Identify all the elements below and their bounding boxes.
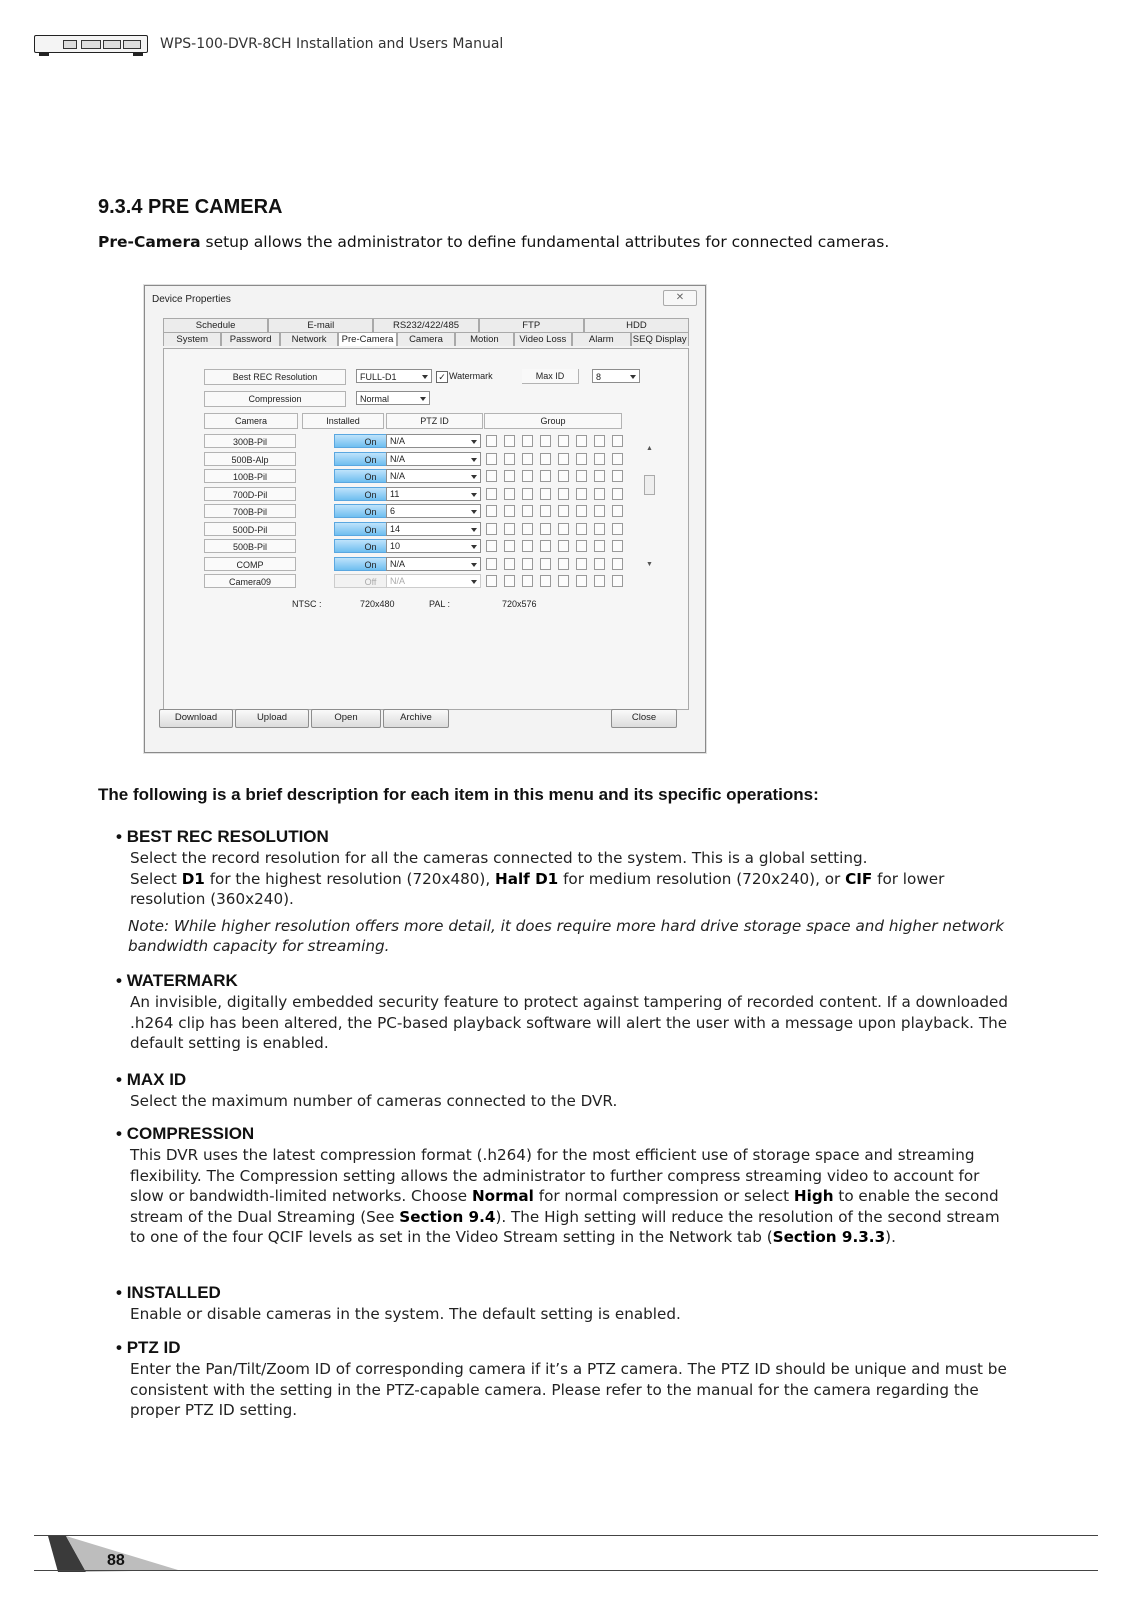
group-checkbox[interactable] [594, 435, 605, 447]
group-checkbox[interactable] [486, 575, 497, 587]
download-button[interactable]: Download [159, 709, 233, 728]
best-rec-label: Best REC Resolution [204, 369, 346, 385]
group-checkboxes [486, 540, 623, 552]
installed-toggle[interactable]: Off [334, 574, 407, 588]
pre-camera-panel [163, 348, 689, 710]
group-checkbox[interactable] [486, 558, 497, 570]
group-checkbox[interactable] [612, 453, 623, 465]
group-checkbox[interactable] [594, 575, 605, 587]
tab-e-mail[interactable]: E-mail [268, 318, 373, 332]
group-checkbox[interactable] [612, 488, 623, 500]
installed-toggle[interactable]: On [334, 557, 407, 571]
group-checkboxes [486, 505, 623, 517]
group-checkbox[interactable] [594, 558, 605, 570]
group-checkbox[interactable] [486, 488, 497, 500]
ptz-id-select[interactable]: N/A [386, 452, 481, 466]
group-checkbox[interactable] [594, 488, 605, 500]
group-checkbox[interactable] [522, 470, 533, 482]
group-checkbox[interactable] [504, 558, 515, 570]
group-checkbox[interactable] [540, 575, 551, 587]
upload-button[interactable]: Upload [235, 709, 309, 728]
compression-label: Compression [204, 391, 346, 407]
group-checkbox[interactable] [576, 470, 587, 482]
tab-motion[interactable]: Motion [455, 332, 513, 346]
installed-toggle[interactable]: On [334, 434, 407, 448]
tab-seq-display[interactable]: SEQ Display [631, 332, 689, 346]
group-checkbox[interactable] [558, 558, 569, 570]
device-properties-dialog [144, 285, 706, 753]
group-checkbox[interactable] [612, 575, 623, 587]
group-checkbox[interactable] [594, 523, 605, 535]
group-checkbox[interactable] [558, 523, 569, 535]
open-button[interactable]: Open [311, 709, 381, 728]
best-rec-select[interactable]: FULL-D1 [356, 369, 432, 383]
camera-name: 700D-Pil [204, 487, 296, 501]
group-checkbox[interactable] [504, 540, 515, 552]
item-compression [116, 1123, 1016, 1248]
group-checkbox[interactable] [486, 540, 497, 552]
tab-system[interactable]: System [163, 332, 221, 346]
close-icon[interactable]: ✕ [663, 290, 697, 306]
group-checkbox[interactable] [486, 523, 497, 535]
group-checkbox[interactable] [576, 540, 587, 552]
item-title: • PTZ ID [116, 1337, 1016, 1359]
group-checkbox[interactable] [540, 488, 551, 500]
installed-toggle[interactable]: On [334, 487, 407, 501]
ptz-id-select[interactable]: N/A [386, 469, 481, 483]
group-checkbox[interactable] [540, 435, 551, 447]
item-ptz [116, 1337, 1016, 1421]
item-text: Select the maximum number of cameras connected to the DVR. [130, 1092, 618, 1110]
group-checkbox[interactable] [558, 540, 569, 552]
group-checkbox[interactable] [576, 575, 587, 587]
footer-rule [34, 1535, 1098, 1536]
group-checkbox[interactable] [504, 435, 515, 447]
watermark-label: Watermark [449, 371, 493, 381]
scroll-up-icon[interactable]: ▲ [646, 445, 653, 452]
item-text: This DVR uses the latest compression format (.h264) for the most efficient use of storage space and streaming flexibility. The Compression setting allows the administrator to further compress streaming video to account for slow or bandwidth-limited networks. Choose Normal for normal compression or select High to enable the second stream of the Dual Streaming (See Section 9.4). The High setting will reduce the resolution of the second stream to one of the four QCIF levels as set in the Video Stream setting in the Network tab (Section 9.3.3). [130, 1146, 1000, 1246]
group-checkbox[interactable] [540, 505, 551, 517]
item-text: Enter the Pan/Tilt/Zoom ID of corresponding camera if it’s a PTZ camera. The PTZ ID should be unique and must be consistent with the setting in the PTZ-capable camera. Please refer to the manual for the camera regarding the proper PTZ ID setting. [130, 1360, 1007, 1419]
installed-toggle[interactable]: On [334, 452, 407, 466]
group-checkbox[interactable] [576, 453, 587, 465]
close-button[interactable]: Close [611, 709, 677, 728]
ptz-id-select[interactable]: 10 [386, 539, 481, 553]
group-checkbox[interactable] [594, 505, 605, 517]
group-checkbox[interactable] [576, 435, 587, 447]
group-checkbox[interactable] [612, 505, 623, 517]
item-text: Select the record resolution for all the cameras connected to the system. This is a global setting. Select D1 for the highest resolution (720x480), Half D1 for medium resolution (720x240), or CIF for lower resolution (360x240). [130, 849, 945, 908]
item-installed [116, 1282, 1016, 1325]
group-checkbox[interactable] [612, 470, 623, 482]
group-checkboxes [486, 470, 623, 482]
item-note: Note: While higher resolution offers more detail, it does require more hard drive storage space and higher network bandwidth capacity for streaming. [128, 916, 1005, 955]
dialog-title: Device Properties [152, 294, 231, 305]
group-checkboxes [486, 488, 623, 500]
tab-hdd[interactable]: HDD [584, 318, 689, 332]
group-checkbox[interactable] [576, 523, 587, 535]
group-checkbox[interactable] [540, 523, 551, 535]
ptz-id-select[interactable]: N/A [386, 574, 481, 588]
description-heading: The following is a brief description for each item in this menu and its specific operations: [98, 785, 819, 804]
group-checkbox[interactable] [612, 558, 623, 570]
section-title: 9.3.4 PRE CAMERA [98, 196, 283, 218]
group-checkbox[interactable] [504, 575, 515, 587]
group-checkbox[interactable] [522, 575, 533, 587]
tab-schedule[interactable]: Schedule [163, 318, 268, 332]
camera-name: 500D-Pil [204, 522, 296, 536]
pal-label: PAL : [429, 599, 451, 609]
group-checkboxes [486, 523, 623, 535]
manual-title: WPS-100-DVR-8CH Installation and Users Manual [160, 36, 504, 52]
camera-name: 500B-Alp [204, 452, 296, 466]
group-checkbox[interactable] [558, 435, 569, 447]
group-checkbox[interactable] [504, 523, 515, 535]
group-checkbox[interactable] [522, 505, 533, 517]
group-checkbox[interactable] [504, 488, 515, 500]
group-checkbox[interactable] [576, 488, 587, 500]
camera-name: 500B-Pil [204, 539, 296, 553]
group-checkbox[interactable] [504, 470, 515, 482]
item-text: Enable or disable cameras in the system. The default setting is enabled. [130, 1305, 681, 1323]
group-checkbox[interactable] [594, 453, 605, 465]
group-checkbox[interactable] [612, 523, 623, 535]
item-watermark [116, 970, 1016, 1054]
maxid-label: Max ID [522, 369, 579, 384]
table-scrollbar[interactable] [644, 445, 654, 641]
col-installed: Installed [302, 413, 384, 429]
group-checkbox[interactable] [558, 505, 569, 517]
installed-toggle[interactable]: On [334, 522, 407, 536]
group-checkbox[interactable] [612, 540, 623, 552]
group-checkbox[interactable] [594, 540, 605, 552]
group-checkbox[interactable] [594, 470, 605, 482]
group-checkbox[interactable] [522, 523, 533, 535]
group-checkboxes [486, 558, 623, 570]
tab-ftp[interactable]: FTP [479, 318, 584, 332]
dvr-device-icon [34, 35, 148, 53]
camera-name: Camera09 [204, 574, 296, 588]
item-title: • MAX ID [116, 1069, 1016, 1091]
ptz-id-select[interactable]: 6 [386, 504, 481, 518]
compression-select[interactable]: Normal [356, 391, 430, 405]
col-group: Group [484, 413, 622, 429]
ntsc-value: 720x480 [360, 599, 395, 609]
group-checkbox[interactable] [558, 453, 569, 465]
tab-pre-camera[interactable]: Pre-Camera [338, 332, 396, 346]
item-best-rec [116, 826, 1016, 957]
group-checkbox[interactable] [522, 435, 533, 447]
group-checkbox[interactable] [486, 470, 497, 482]
group-checkboxes [486, 453, 623, 465]
group-checkboxes [486, 575, 623, 587]
group-checkbox[interactable] [522, 540, 533, 552]
archive-button[interactable]: Archive [383, 709, 449, 728]
group-checkbox[interactable] [558, 488, 569, 500]
group-checkbox[interactable] [486, 505, 497, 517]
scroll-thumb[interactable] [644, 475, 655, 495]
page-header [34, 34, 503, 54]
group-checkbox[interactable] [540, 558, 551, 570]
group-checkbox[interactable] [486, 435, 497, 447]
ptz-id-select[interactable]: 14 [386, 522, 481, 536]
tab-network[interactable]: Network [280, 332, 338, 346]
group-checkboxes [486, 435, 623, 447]
scroll-down-icon[interactable]: ▼ [646, 561, 653, 568]
tab-bar [163, 318, 689, 346]
tab-rs232-422-485[interactable]: RS232/422/485 [373, 318, 478, 332]
item-title: • WATERMARK [116, 970, 1016, 992]
item-title: • BEST REC RESOLUTION [116, 826, 1016, 848]
col-ptz: PTZ ID [386, 413, 483, 429]
group-checkbox[interactable] [504, 505, 515, 517]
camera-name: 700B-Pil [204, 504, 296, 518]
tab-video-loss[interactable]: Video Loss [514, 332, 572, 346]
tab-password[interactable]: Password [221, 332, 279, 346]
installed-toggle[interactable]: On [334, 504, 407, 518]
group-checkbox[interactable] [576, 505, 587, 517]
camera-name: 300B-Pil [204, 434, 296, 448]
maxid-select[interactable]: 8 [592, 369, 640, 383]
group-checkbox[interactable] [540, 453, 551, 465]
section-intro: Pre-Camera setup allows the administrator to define fundamental attributes for connected cameras. [98, 233, 890, 251]
footer-rule-bottom [34, 1570, 1098, 1571]
group-checkbox[interactable] [522, 453, 533, 465]
group-checkbox[interactable] [558, 470, 569, 482]
pal-value: 720x576 [502, 599, 537, 609]
ptz-id-select[interactable]: 11 [386, 487, 481, 501]
item-maxid [116, 1069, 1016, 1112]
item-title: • INSTALLED [116, 1282, 1016, 1304]
ntsc-label: NTSC : [292, 599, 322, 609]
installed-toggle[interactable]: On [334, 539, 407, 553]
camera-name: COMP [204, 557, 296, 571]
group-checkbox[interactable] [612, 435, 623, 447]
group-checkbox[interactable] [522, 488, 533, 500]
group-checkbox[interactable] [576, 558, 587, 570]
ptz-id-select[interactable]: N/A [386, 434, 481, 448]
group-checkbox[interactable] [522, 558, 533, 570]
item-title: • COMPRESSION [116, 1123, 1016, 1145]
group-checkbox[interactable] [486, 453, 497, 465]
group-checkbox[interactable] [558, 575, 569, 587]
page-number: 88 [107, 1552, 125, 1569]
group-checkbox[interactable] [540, 470, 551, 482]
col-camera: Camera [204, 413, 298, 429]
ptz-id-select[interactable]: N/A [386, 557, 481, 571]
tab-alarm[interactable]: Alarm [572, 332, 630, 346]
item-text: An invisible, digitally embedded security feature to protect against tampering of recorded content. If a downloaded .h264 clip has been altered, the PC-based playback software will alert the user with a message upon playback. The default setting is enabled. [130, 993, 1009, 1052]
tab-camera[interactable]: Camera [397, 332, 455, 346]
group-checkbox[interactable] [504, 453, 515, 465]
camera-name: 100B-Pil [204, 469, 296, 483]
group-checkbox[interactable] [540, 540, 551, 552]
installed-toggle[interactable]: On [334, 469, 407, 483]
watermark-checkbox[interactable]: ✓ [436, 371, 448, 383]
